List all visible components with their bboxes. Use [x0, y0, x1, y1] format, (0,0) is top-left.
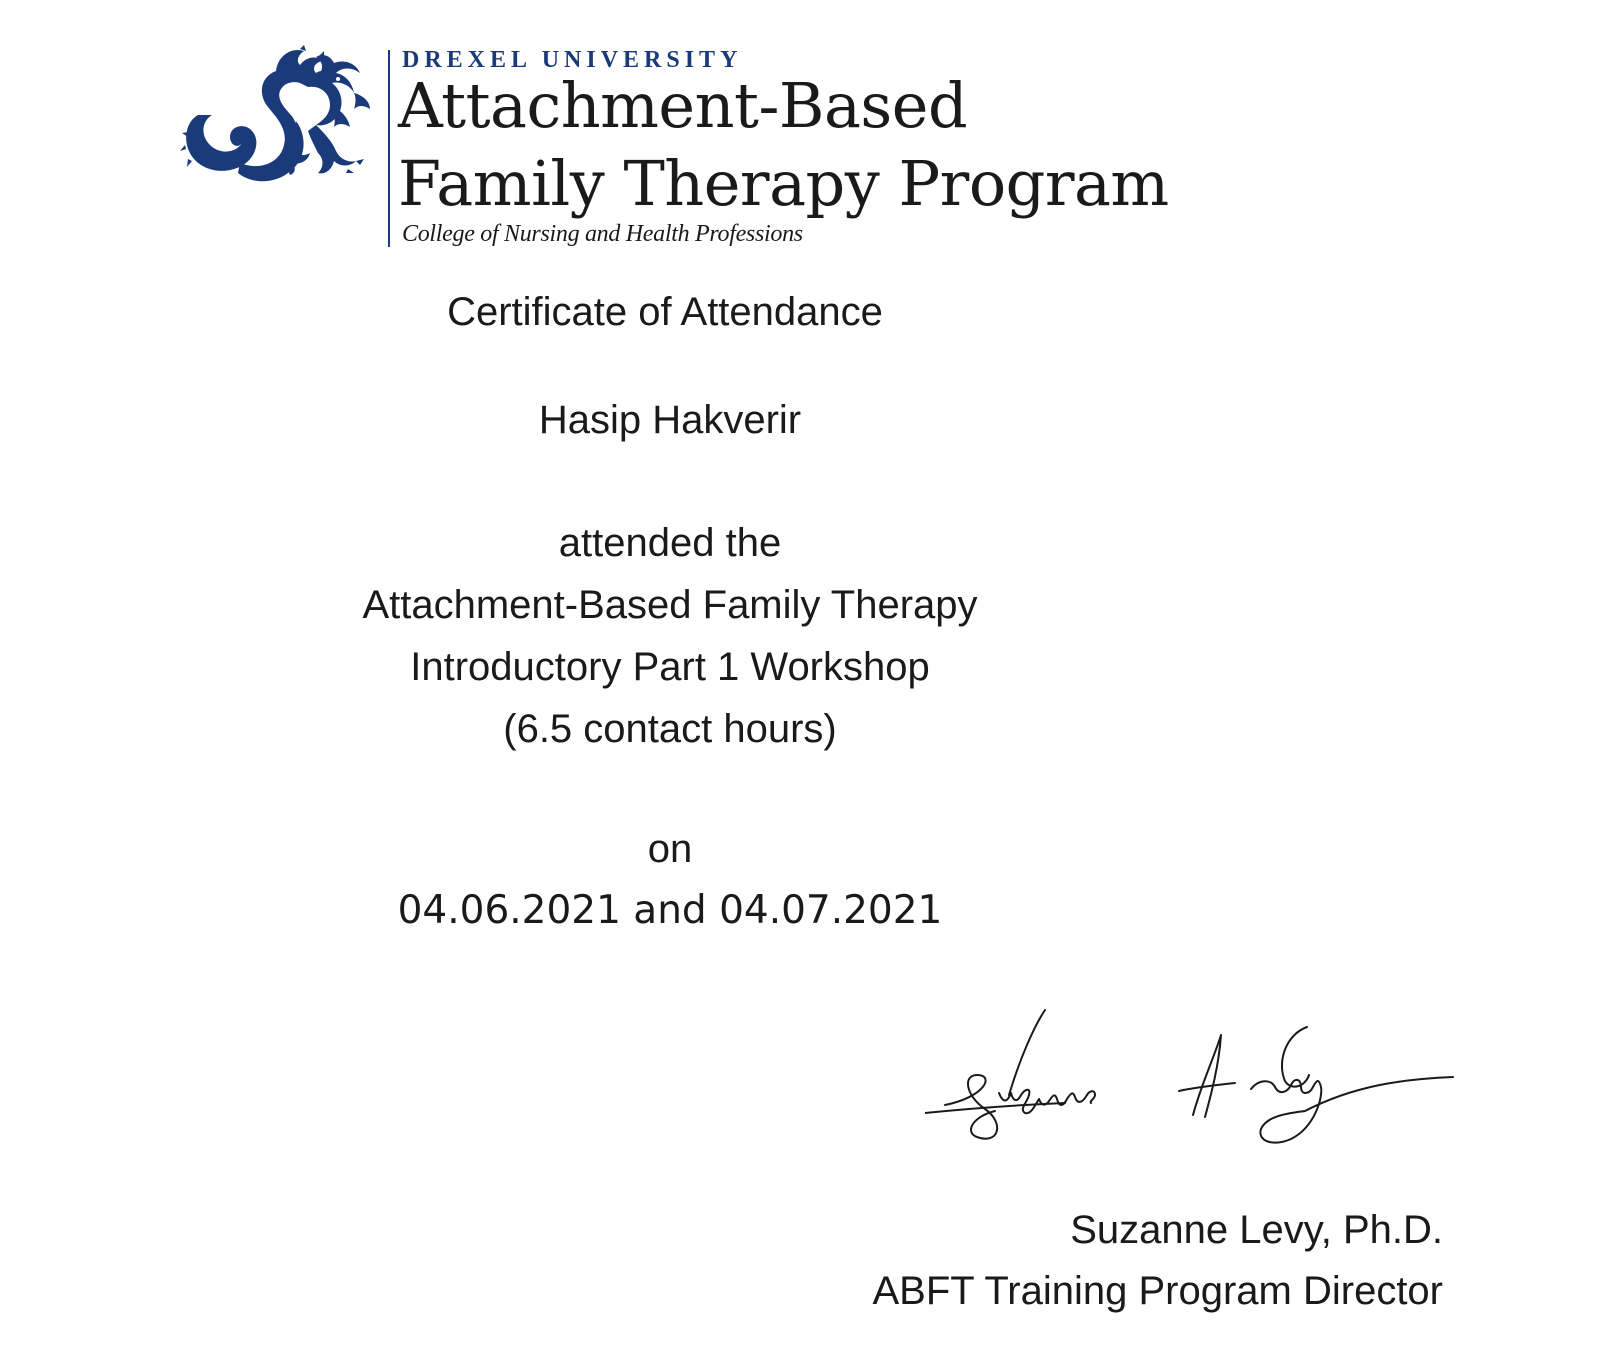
- attended-text: attended the: [558, 521, 782, 565]
- on-text: on: [647, 827, 693, 871]
- certificate-title: Certificate of Attendance: [447, 290, 883, 334]
- attendance-dates: 04.06.2021 and 04.07.2021: [397, 888, 943, 933]
- program-name-line1: Attachment-Based: [398, 69, 968, 142]
- signatory-name: Suzanne Levy, Ph.D.: [1070, 1208, 1443, 1252]
- handwritten-signature: [925, 1005, 1460, 1185]
- program-name-line2: Family Therapy Program: [398, 147, 1169, 220]
- workshop-name-line1: Attachment-Based Family Therapy: [362, 583, 978, 627]
- workshop-name-line2: Introductory Part 1 Workshop: [410, 645, 930, 689]
- signatory-title: ABFT Training Program Director: [872, 1269, 1443, 1313]
- university-name: DREXEL UNIVERSITY: [402, 47, 743, 73]
- college-name: College of Nursing and Health Professions: [402, 221, 803, 247]
- drexel-dragon-icon: [180, 45, 375, 190]
- logo-divider: [388, 50, 390, 247]
- recipient-name: Hasip Hakverir: [538, 398, 802, 442]
- contact-hours: (6.5 contact hours): [503, 707, 837, 751]
- program-logo: [180, 45, 1169, 255]
